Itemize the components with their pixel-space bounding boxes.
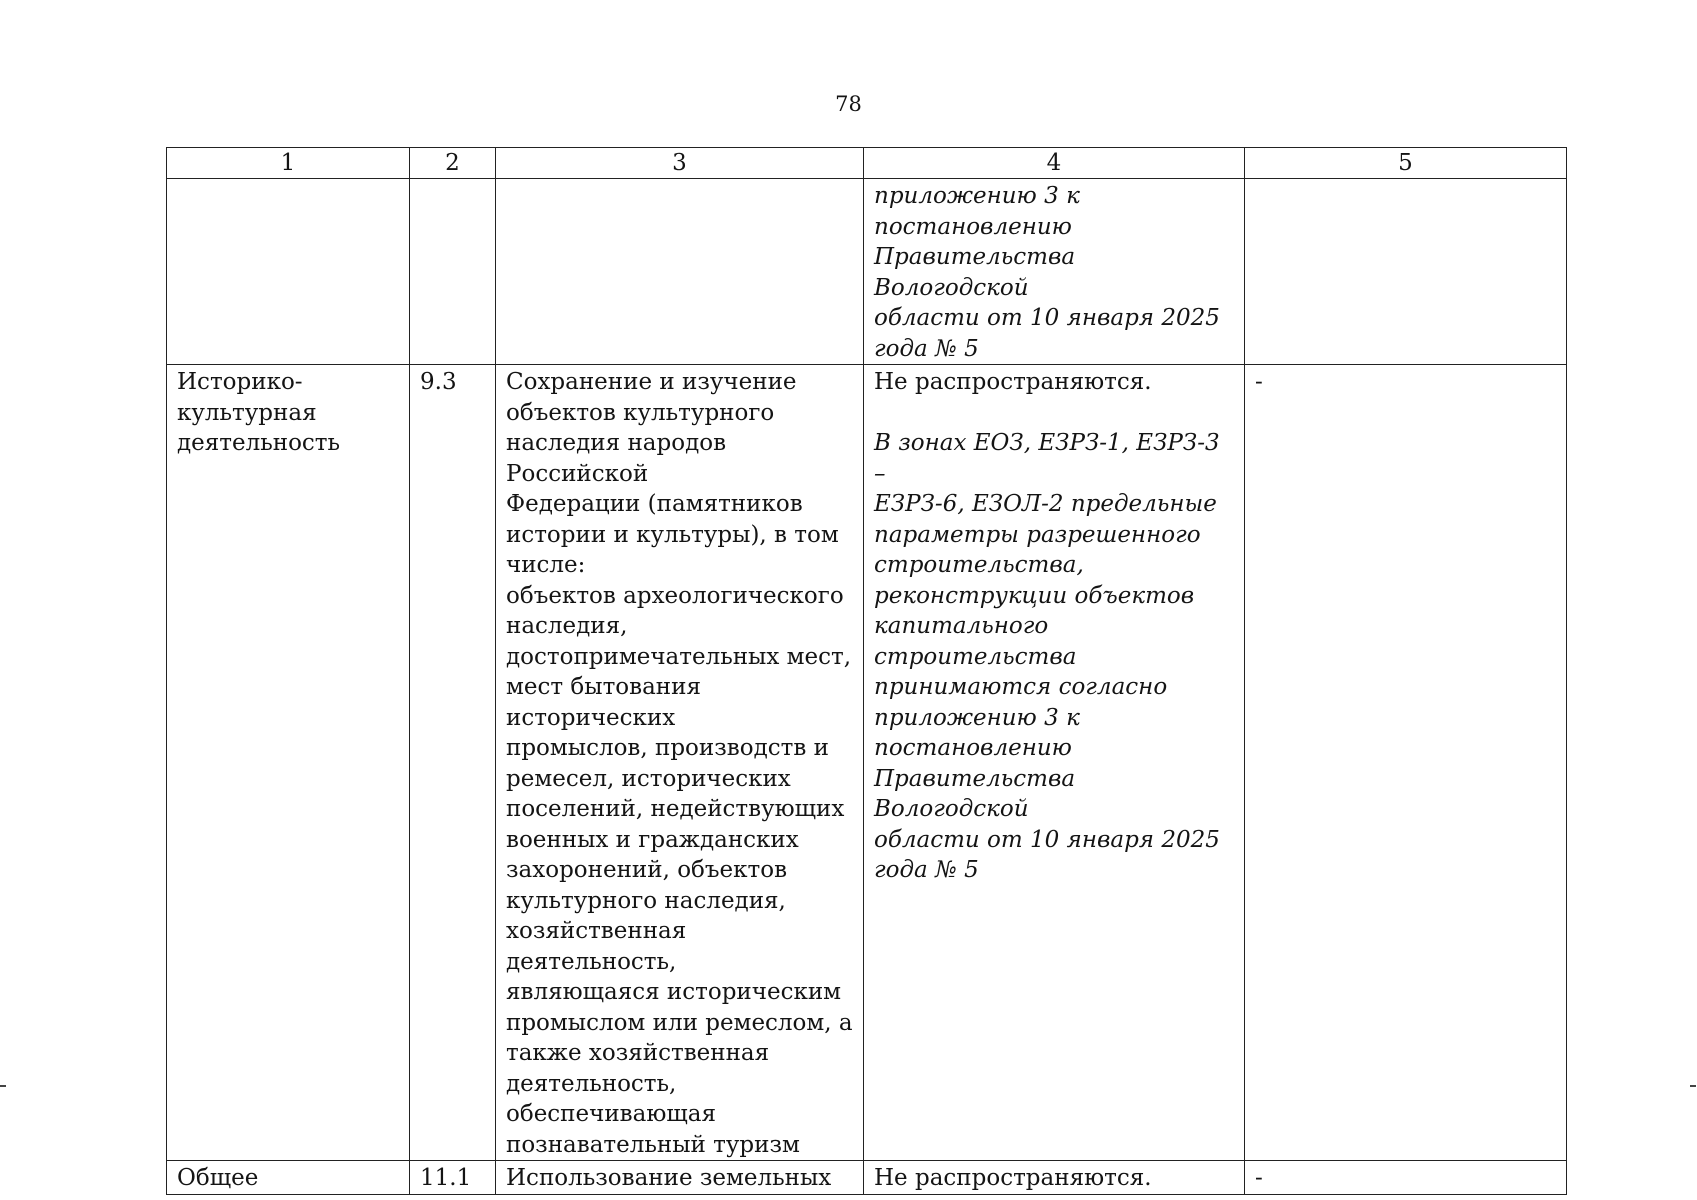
parameters-plain-text: Не распространяются. xyxy=(874,369,1152,395)
column-header-3: 3 xyxy=(496,148,864,179)
left-margin-mark xyxy=(0,1085,6,1087)
cell-code xyxy=(410,179,496,365)
column-header-5: 5 xyxy=(1245,148,1567,179)
cell-restrictions: - xyxy=(1245,1161,1567,1195)
cell-parameters: приложению 3 к постановлению Правительства Вологодской области от 10 января 2025 года № 5 xyxy=(864,179,1245,365)
table-row xyxy=(167,1161,1567,1195)
table-row xyxy=(167,179,1567,365)
table-row xyxy=(167,365,1567,1161)
parameters-spacer xyxy=(874,398,1234,429)
cell-parameters: Не распространяются. xyxy=(864,1161,1245,1195)
cell-use-type xyxy=(167,179,410,365)
cell-parameters xyxy=(864,365,1245,1161)
right-margin-mark xyxy=(1690,1085,1696,1087)
cell-description xyxy=(496,179,864,365)
cell-code: 11.1 xyxy=(410,1161,496,1195)
column-header-1: 1 xyxy=(167,148,410,179)
table-header-row xyxy=(167,148,1567,179)
cell-description: Сохранение и изучение объектов культурного наследия народов Российской Федерации (памятников истории и культуры), в том числе: объектов археологического наследия, достопримечательных мест, мест бытования исторических промыслов, производств и ремесел, исторических поселений, недействующих военных и гражданских захоронений, объектов культурного наследия, хозяйственная деятельность, являющаяся историческим промыслом или ремеслом, а также хозяйственная деятельность, обеспечивающая познавательный туризм xyxy=(496,365,864,1161)
parameters-italic-text: В зонах ЕОЗ, ЕЗРЗ-1, ЕЗРЗ-3 – ЕЗРЗ-6, ЕЗОЛ-2 предельные параметры разрешенного строительства, реконструкции объектов капитального строительства принимаются согласно приложению 3 к постановлению Правительства Вологодской области от 10 января 2025 года № 5 xyxy=(874,430,1220,883)
cell-description: Использование земельных xyxy=(496,1161,864,1195)
column-header-4: 4 xyxy=(864,148,1245,179)
page-number: 78 xyxy=(835,92,862,116)
cell-code: 9.3 xyxy=(410,365,496,1161)
cell-restrictions: - xyxy=(1245,365,1567,1161)
regulations-table xyxy=(166,147,1567,1195)
cell-use-type: Историко- культурная деятельность xyxy=(167,365,410,1161)
cell-restrictions xyxy=(1245,179,1567,365)
cell-use-type: Общее xyxy=(167,1161,410,1195)
column-header-2: 2 xyxy=(410,148,496,179)
